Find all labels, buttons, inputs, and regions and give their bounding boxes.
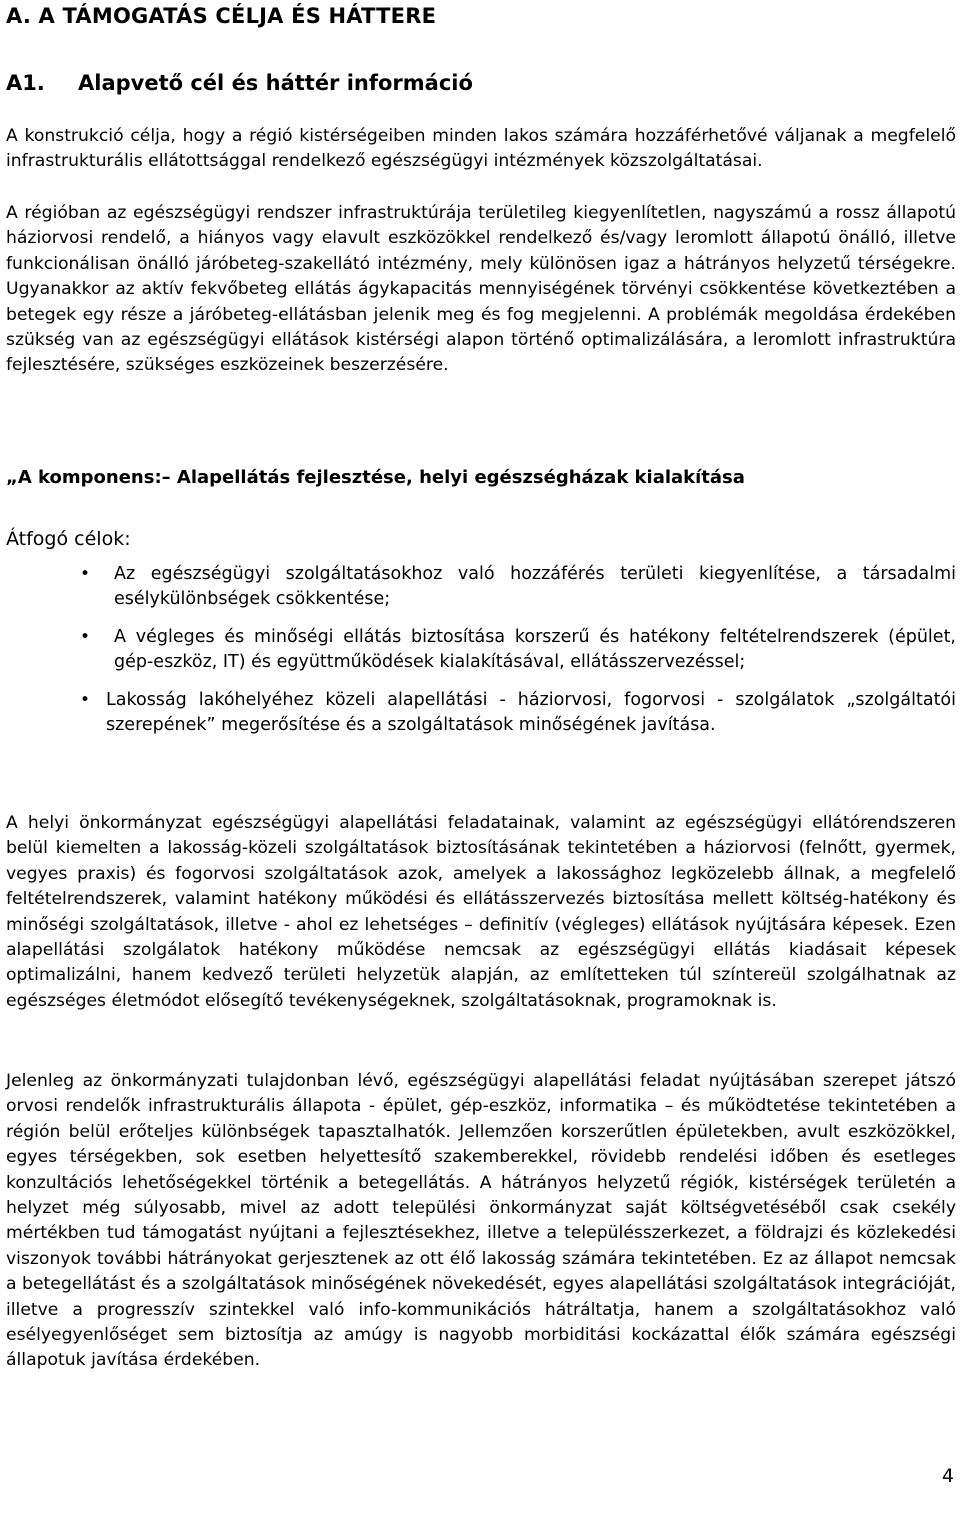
section-heading xyxy=(6,71,956,95)
list-item xyxy=(6,688,956,739)
bullet-icon: • xyxy=(80,564,91,584)
goal-text: A végleges és minőségi ellátás biztosítása korszerű és hatékony feltételrendszerek (épület, gép-eszköz, IT) és együttműködések kialakításával, ellátásszervezéssel; xyxy=(114,626,956,673)
bullet-icon: • xyxy=(80,689,91,710)
section-number: A1. xyxy=(6,71,45,95)
goals-label: Átfogó célok: xyxy=(6,528,131,550)
list-item xyxy=(6,625,956,676)
page-number: 4 xyxy=(941,1465,954,1487)
component-heading: „A komponens:– Alapellátás fejlesztése, helyi egészségházak kialakítása xyxy=(6,467,745,488)
intro-paragraph: A konstrukció célja, hogy a régió kistérségeiben minden lakos számára hozzáférhetővé váljanak a megfelelő infrastrukturális ellátottsággal rendelkező egészségügyi intézmények közszolgáltatásai. xyxy=(6,126,956,172)
list-item xyxy=(6,562,956,613)
section-title: Alapvető cél és háttér információ xyxy=(78,71,473,95)
background-paragraph: A régióban az egészségügyi rendszer infrastruktúrája területileg kiegyenlítetlen, nagyszámú a rossz állapotú háziorvosi rendelő, a hiányos vagy elavult eszközökkel rendelkező és/vagy leromlott állapotú önálló, illetve funkcionálisan önálló járóbeteg-szakellátó intézmény, mely különösen igaz a hátrányos helyzetű térségekre. Ugyanakkor az aktív fekvőbeteg ellátás ágykapacitás mennyiségének törvényi csökkentése következtében a betegek egy része a járóbeteg-ellátásban jelenik meg és fog megjelenni. A problémák megoldása érdekében szükség van az egészségügyi ellátások kistérségi alapon történő optimalizálására, a leromlott infrastruktúra fejlesztésére, szükséges eszközeinek beszerzésére. xyxy=(6,203,956,376)
main-heading: A. A TÁMOGATÁS CÉLJA ÉS HÁTTERE xyxy=(6,4,437,28)
local-government-paragraph: A helyi önkormányzat egészségügyi alapellátási feladatainak, valamint az egészségügyi ellátórendszeren belül kiemelten a lakosság-közeli szolgáltatások biztosításának tekintetében a háziorvosi (felnőtt, gyermek, vegyes praxis) és fogorvosi szolgáltatások azok, amelyek a lakossághoz legközelebb állnak, a megfelelő feltételrendszerek, valamint hatékony működési és ellátásszervezés biztosítása mellett költség-hatékony és minőségi szolgáltatások, illetve - ahol ez lehetséges – definitív (végleges) ellátások nyújtására képesek. Ezen alapellátási szolgálatok hatékony működése nemcsak az egészségügyi ellátás kiadásait képesek optimalizálni, hanem kedvező területi helyzetük alapján, az említetteken túl színtereül szolgálhatnak az egészséges életmódot elősegítő tevékenységeknek, szolgáltatásoknak, programoknak is. xyxy=(6,813,956,1011)
goal-text: Az egészségügyi szolgáltatásokhoz való hozzáférés területi kiegyenlítése, a társadalmi esélykülönbségek csökkentése; xyxy=(114,564,956,610)
goal-text: Lakosság lakóhelyéhez közeli alapellátási - háziorvosi, fogorvosi - szolgálatok „szolgáltatói szerepének” megerősítése és a szolgáltatások minőségének javítása. xyxy=(106,689,956,736)
current-state-paragraph: Jelenleg az önkormányzati tulajdonban lévő, egészségügyi alapellátási feladat nyújtásában szerepet játszó orvosi rendelők infrastrukturális állapota - épület, gép-eszköz, informatika – és működtetése tekintetében a régión belül erőteljes különbségek tapasztalhatók. Jellemzően korszerűtlen épületekben, avult eszközökkel, egyes térségekben, sok esetben helyettesítő szakemberekkel, rövidebb rendelési időben és esetleges konzultációs lehetőségekkel történik a betegellátás. A hátrányos helyzetű régiók, kistérségek területén a helyzet még súlyosabb, mivel az adott települési önkormányzat saját költségvetéséből csak csekély mértékben tud támogatást nyújtani a fejlesztésekhez, illetve a településszerkezet, a földrajzi és közlekedési viszonyok további hátrányokat gerjesztenek az ott élő lakosság számára tekintetében. Ez az állapot nemcsak a betegellátást és a szolgáltatások minőségének növekedését, egyes alapellátási szolgáltatások integrációját, illetve a progresszív szintekkel való info-kommunikációs hátráltatja, hanem a szolgáltatásokhoz való esélyegyenlőséget sem biztosítja az amúgy is nagyobb morbiditási kockázattal élők számára egészségi állapotuk javítása érdekében. xyxy=(6,1071,956,1371)
bullet-icon: • xyxy=(80,626,91,647)
goals-list xyxy=(6,562,956,750)
